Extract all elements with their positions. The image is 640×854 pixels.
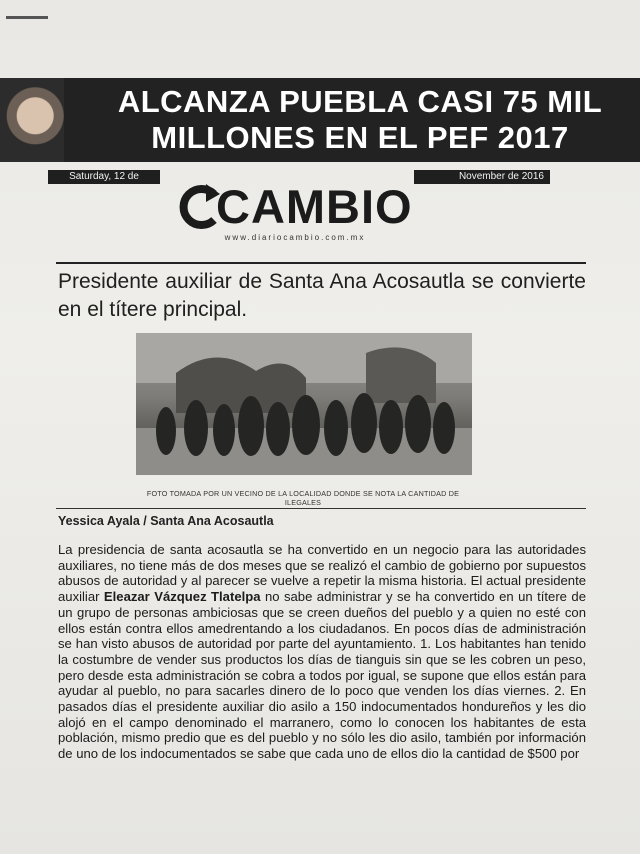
logo-text: CAMBIO	[216, 180, 413, 233]
article-body-name: Eleazar Vázquez Tlatelpa	[103, 589, 261, 605]
article-body-part-2: no sabe administrar y se ha convertido en un títere de un grupo de personas ambiciosas que se creen dueños del pueblo y a quien no esté con ellos están contra ellos amedrentando a los ciudadanos. En pocos días de administración se han visto abusos de autoridad por parte del ayuntamiento. 1. Los habitantes han tenido la costumbre de vender sus productos los días de tianguis sin que se les cobren un peso, pero desde esta administración se cobra a todos por igual, se supone que ellos están para ayudar al pueblo, no para sacarles dinero de lo poco que venden los días viernes. 2. En pasados días el presidente auxiliar dio asilo a 150 indocumentados hondureños y les dio alojó en el campo denominado el marranero, como lo conocen los habitantes de esta población, mismo predio que es del pueblo y no sólo les dio asilo, también por información de uno de los indocumentados se sabe que cada uno de ellos dio la cantidad de $500 por	[58, 589, 586, 762]
article-body-part-1: La presidencia de santa acosautla se ha convertido en un negocio para las autoridades auxiliares, no tiene más de dos meses que se realizó el cambio de gobierno por supuestos abusos de autoridad y al parecer se vuelve a repetir la misma historia. El actual presidente auxiliar	[58, 542, 586, 605]
article-byline: Yessica Ayala / Santa Ana Acosautla	[58, 514, 274, 528]
date-right: November de 2016	[414, 170, 550, 184]
crowd-photo-image	[136, 333, 472, 475]
article-headline: Presidente auxiliar de Santa Ana Acosautla se convierte en el títere principal.	[58, 270, 586, 321]
article-body	[58, 542, 586, 762]
banner-portrait-image	[0, 78, 64, 162]
staple-mark	[6, 16, 48, 19]
article-photo	[136, 333, 472, 475]
banner-title-line-2: MILLONES EN EL PEF 2017	[151, 120, 569, 155]
photo-caption: FOTO TOMADA POR UN VECINO DE LA LOCALIDAD DONDE SE NOTA LA CANTIDAD DE ILEGALES	[146, 489, 460, 507]
banner-title-line-1: ALCANZA PUEBLA CASI 75 MIL	[117, 84, 603, 119]
divider-top	[56, 262, 586, 264]
masthead-url: www.diariocambio.com.mx	[224, 233, 366, 242]
cambio-logo	[176, 180, 413, 233]
headline-banner	[0, 78, 640, 162]
date-left: Saturday, 12 de	[48, 170, 160, 184]
divider-middle	[56, 508, 586, 509]
banner-title	[80, 84, 640, 156]
